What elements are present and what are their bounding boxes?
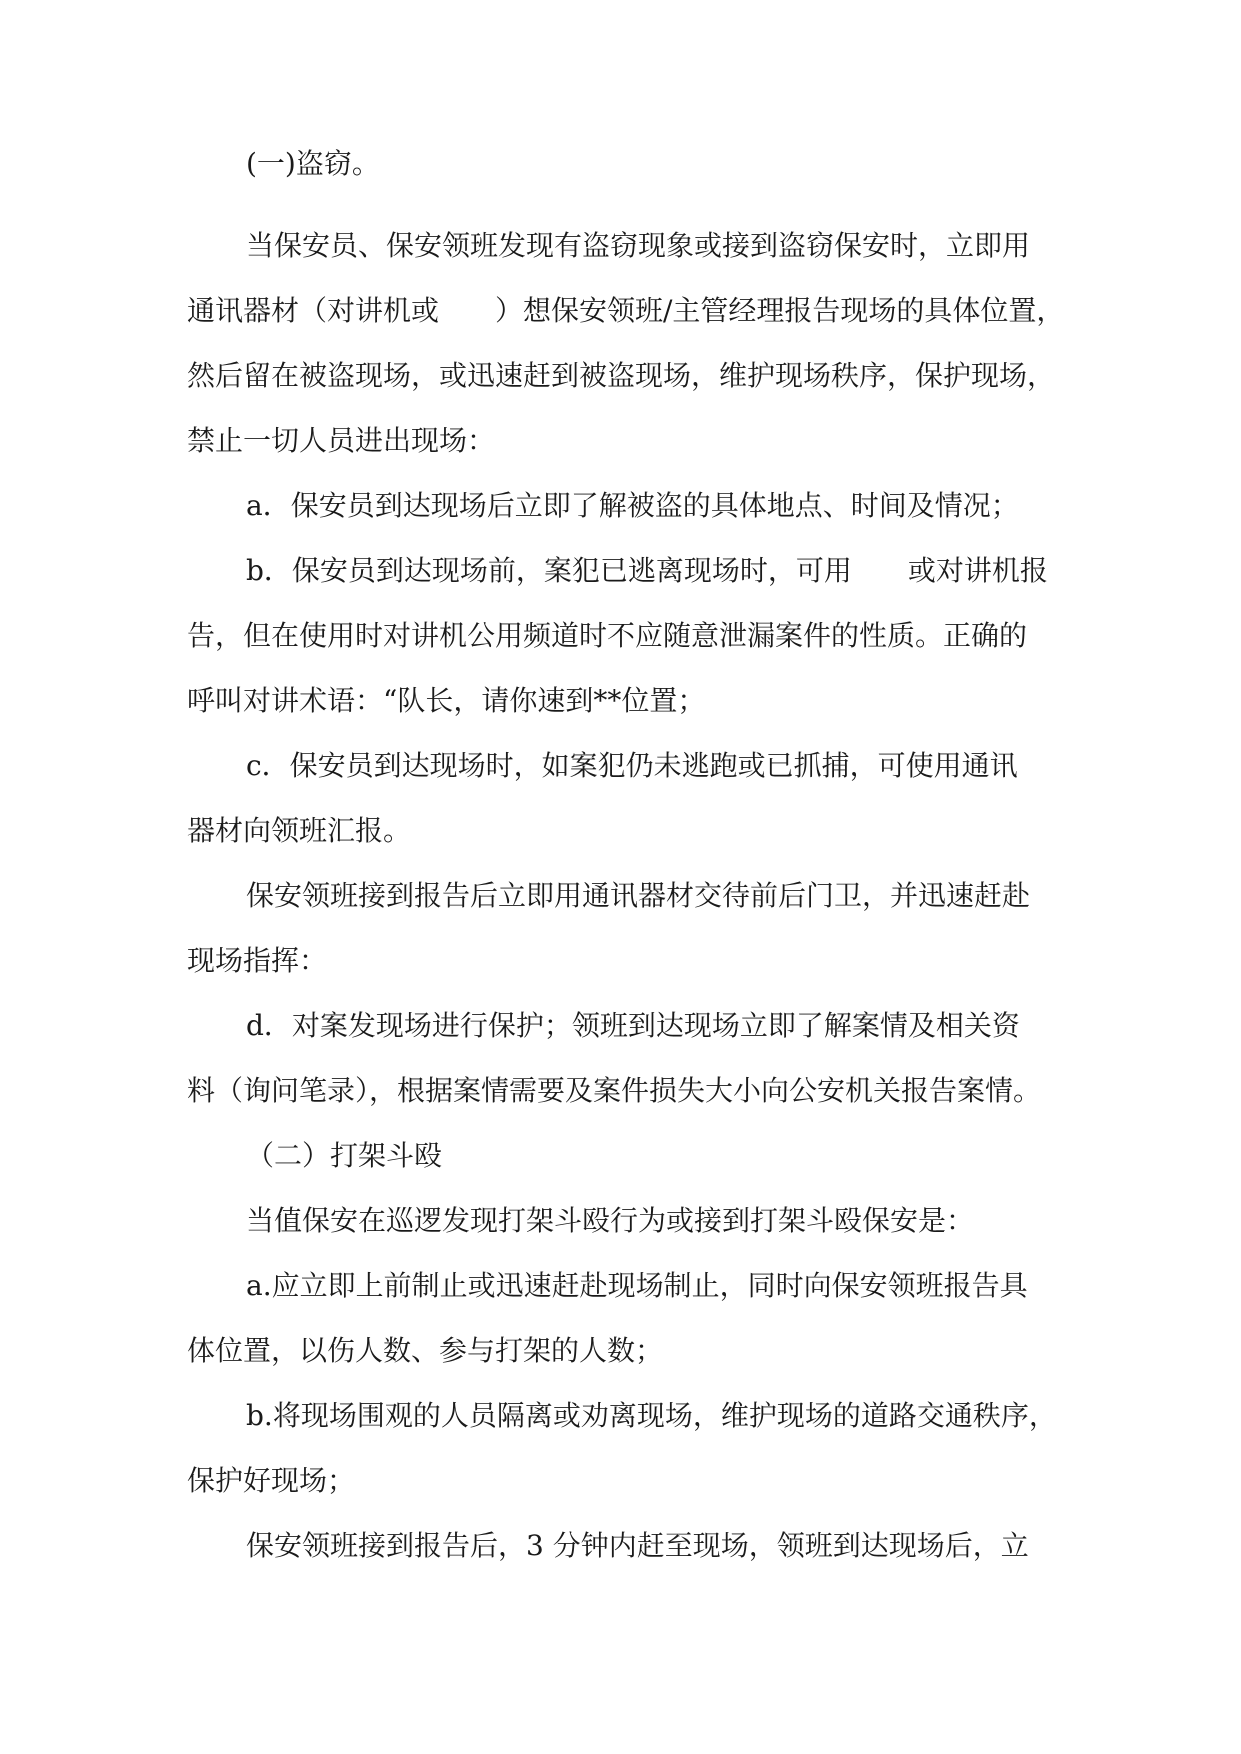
paragraph-line: 现场指挥： <box>187 944 328 977</box>
list-item-a-fighting: a.应立即上前制止或迅速赶赴现场制止，同时向保安领班报告具 <box>246 1269 1028 1302</box>
list-item-c: c．保安员到达现场时，如案犯仍未逃跑或已抓捕，可使用通讯 <box>246 749 1018 782</box>
paragraph-line: 器材向领班汇报。 <box>187 814 412 847</box>
list-item-b-fighting: b.将现场围观的人员隔离或劝离现场，维护现场的道路交通秩序， <box>246 1399 1057 1432</box>
paragraph-line: 当保安员、保安领班发现有盗窃现象或接到盗窃保安时，立即用 <box>246 229 1031 262</box>
list-item-b: b．保安员到达现场前，案犯已逃离现场时，可用 或对讲机报 <box>246 554 1048 587</box>
list-item-a: a．保安员到达现场后立即了解被盗的具体地点、时间及情况； <box>246 489 1019 522</box>
paragraph-line: 保安领班接到报告后立即用通讯器材交待前后门卫，并迅速赶赴 <box>246 879 1031 912</box>
list-item-d: d．对案发现场进行保护；领班到达现场立即了解案情及相关资 <box>246 1009 1020 1042</box>
paragraph-line: 然后留在被盗现场，或迅速赶到被盗现场，维护现场秩序，保护现场， <box>187 359 1056 392</box>
paragraph-line: 保护好现场； <box>187 1464 356 1497</box>
paragraph-line: 料（询问笔录），根据案情需要及案件损失大小向公安机关报告案情。 <box>187 1074 1042 1107</box>
paragraph-line: 通讯器材（对讲机或 ）想保安领班/主管经理报告现场的具体位置， <box>187 294 1065 327</box>
section-heading-theft: (一)盗窃。 <box>246 147 380 180</box>
paragraph-line: 禁止一切人员进出现场： <box>187 424 496 457</box>
paragraph-line: 当值保安在巡逻发现打架斗殴行为或接到打架斗殴保安是： <box>246 1204 975 1237</box>
paragraph-line: 体位置，以伤人数、参与打架的人数； <box>187 1334 664 1367</box>
paragraph-line: 告，但在使用时对讲机公用频道时不应随意泄漏案件的性质。正确的 <box>187 619 1028 652</box>
paragraph-line: 呼叫对讲术语：“队长，请你速到**位置； <box>187 684 706 717</box>
paragraph-line: 保安领班接到报告后，3 分钟内赶至现场，领班到达现场后，立 <box>246 1529 1029 1562</box>
section-heading-fighting: （二）打架斗殴 <box>246 1139 443 1172</box>
